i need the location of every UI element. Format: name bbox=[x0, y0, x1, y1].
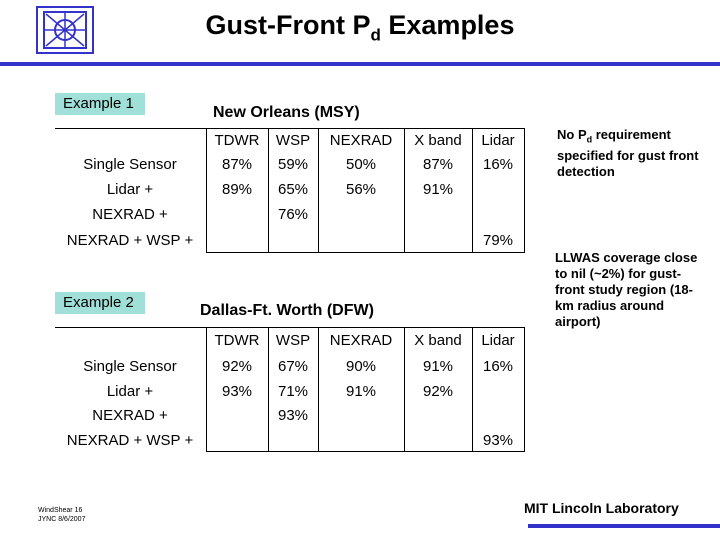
table-cell: 91% bbox=[422, 181, 454, 198]
org-name: MIT Lincoln Laboratory bbox=[524, 500, 679, 516]
table-cell: 16% bbox=[482, 156, 514, 173]
table-cell: 93% bbox=[277, 407, 309, 424]
table-cell: 67% bbox=[277, 358, 309, 375]
footer-line-2: JYNC 8/6/2007 bbox=[38, 516, 86, 523]
header-wsp: WSP bbox=[275, 132, 311, 149]
table-cell: 56% bbox=[345, 181, 377, 198]
note-llwas-coverage: LLWAS coverage close to nil (~2%) for gust-front study region (18-km radius around airport) bbox=[555, 250, 698, 329]
table-cell: 92% bbox=[221, 358, 253, 375]
table-cell: 93% bbox=[482, 432, 514, 449]
header-wsp: WSP bbox=[275, 332, 311, 349]
table-cell: 65% bbox=[277, 181, 309, 198]
table-cell: 87% bbox=[422, 156, 454, 173]
header-lidar: Lidar bbox=[481, 332, 515, 349]
header-nexrad: NEXRAD bbox=[329, 332, 393, 349]
example-2-label: Example 2 bbox=[55, 292, 145, 314]
page-title: Gust-Front $P_d$ Examples bbox=[205, 10, 515, 45]
table-cell: 76% bbox=[277, 206, 309, 223]
row-label: Single Sensor bbox=[83, 358, 177, 375]
table-cell: 16% bbox=[482, 358, 514, 375]
table-cell: 93% bbox=[221, 383, 253, 400]
row-label: NEXRAD + WSP + bbox=[66, 432, 194, 449]
table-cell: 90% bbox=[345, 358, 377, 375]
header-xband: X band bbox=[414, 332, 462, 349]
footer-line-1: WindShear 16 bbox=[38, 507, 83, 514]
table-cell: 79% bbox=[482, 232, 514, 249]
header-nexrad: NEXRAD bbox=[329, 132, 393, 149]
table-cell: 71% bbox=[277, 383, 309, 400]
row-label: Lidar + bbox=[106, 181, 154, 198]
row-label: NEXRAD + bbox=[92, 206, 168, 223]
table-cell: 59% bbox=[277, 156, 309, 173]
table-cell: 92% bbox=[422, 383, 454, 400]
title-divider bbox=[0, 62, 720, 66]
table-cell: 91% bbox=[345, 383, 377, 400]
row-label: Single Sensor bbox=[83, 156, 177, 173]
example-1-label: Example 1 bbox=[55, 93, 145, 115]
example-2-title: Dallas-Ft. Worth (DFW) bbox=[200, 302, 374, 319]
row-label: NEXRAD + WSP + bbox=[66, 232, 194, 249]
header-xband: X band bbox=[414, 132, 462, 149]
note-pd-requirement: No $P_d$ requirement specified for gust front detection bbox=[557, 127, 699, 179]
header-tdwr: TDWR bbox=[214, 132, 260, 149]
table-cell: 50% bbox=[345, 156, 377, 173]
table-cell: 89% bbox=[221, 181, 253, 198]
footer-divider bbox=[528, 524, 720, 528]
row-label: NEXRAD + bbox=[92, 407, 168, 424]
table-cell: 91% bbox=[422, 358, 454, 375]
footer-slide-info bbox=[38, 506, 85, 524]
header-tdwr: TDWR bbox=[214, 332, 260, 349]
example-1-title: New Orleans (MSY) bbox=[213, 104, 360, 121]
row-label: Lidar + bbox=[106, 383, 154, 400]
table-cell: 87% bbox=[221, 156, 253, 173]
header-lidar: Lidar bbox=[481, 132, 515, 149]
